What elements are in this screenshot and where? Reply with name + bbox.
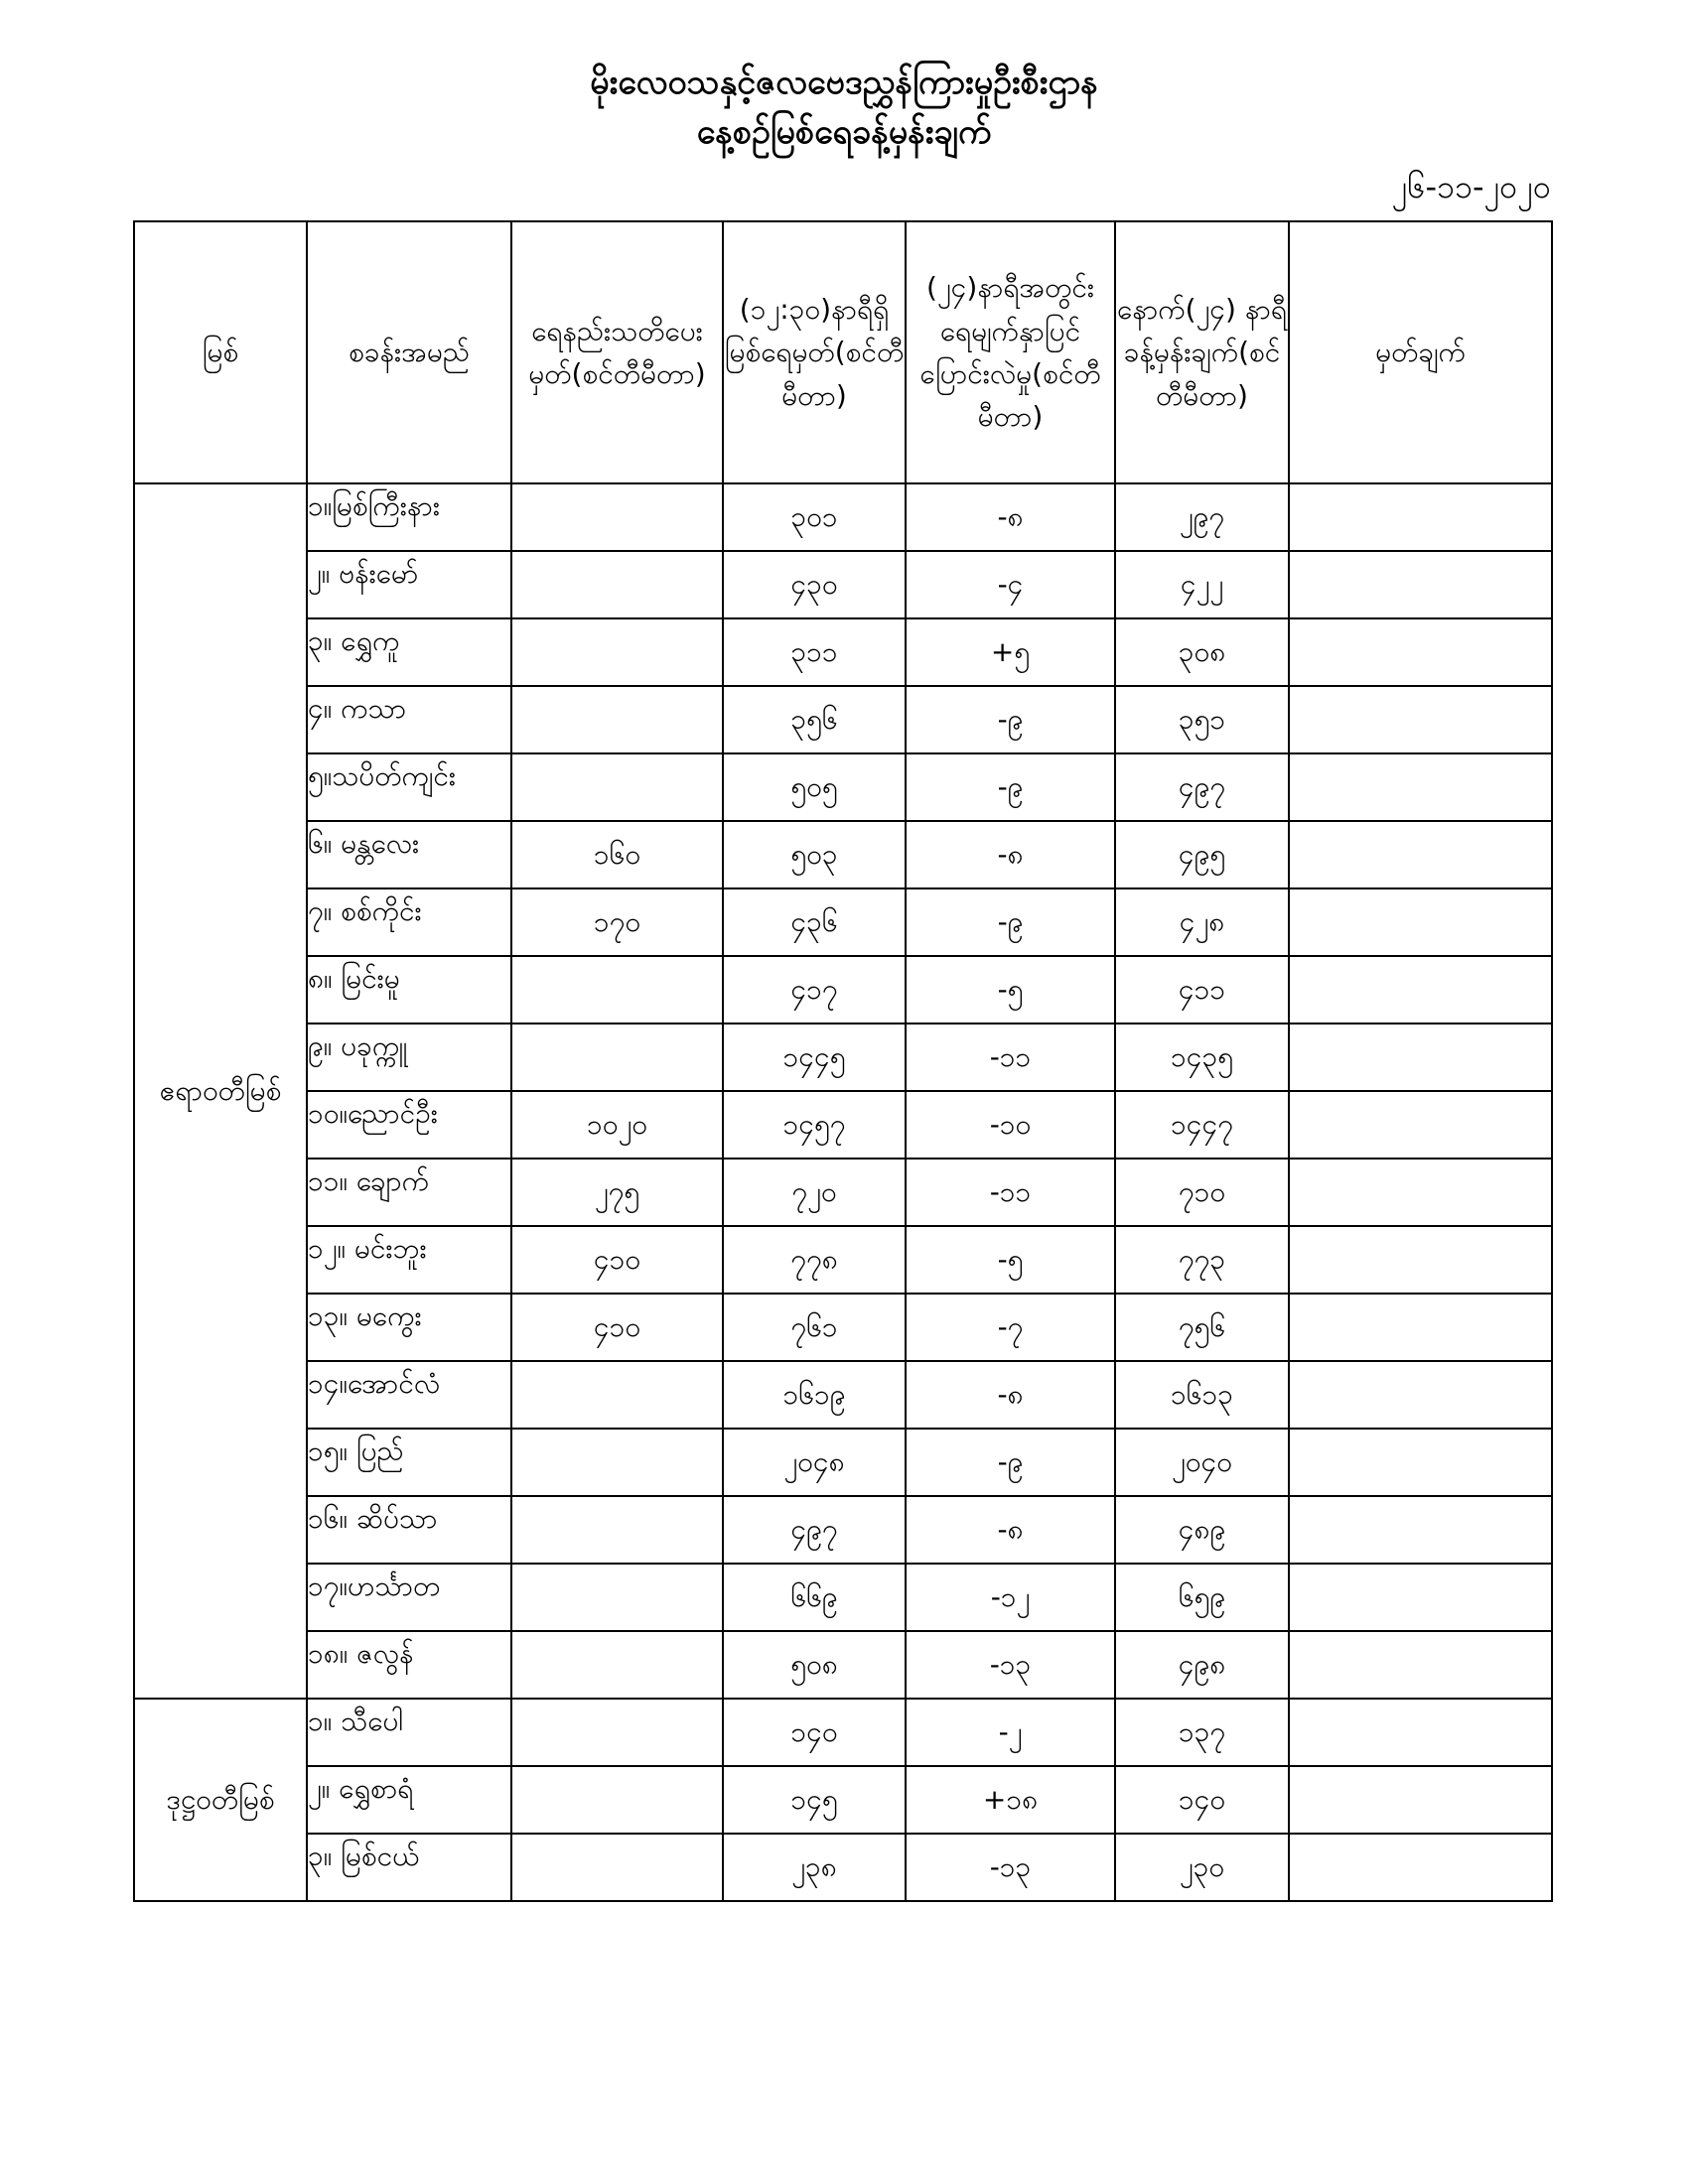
water-level-cell: ၁၄၄၅ — [723, 1024, 906, 1091]
remarks-cell — [1289, 1294, 1552, 1361]
river-name-cell: ဧရာဝတီမြစ် — [134, 483, 307, 1699]
level-change-cell: -၁၁ — [906, 1159, 1115, 1226]
header-station: စခန်းအမည် — [307, 221, 511, 483]
header-water-level: (၁၂:၃၀)နာရီရှိမြစ်ရေမှတ်(စင်တီမီတာ) — [723, 221, 906, 483]
water-level-cell: ၂၀၄၈ — [723, 1429, 906, 1496]
station-name-cell: ၂။ ရွှေစာရံ — [307, 1766, 511, 1834]
forecast-cell: ၄၉၈ — [1115, 1631, 1289, 1699]
danger-level-cell: ၂၇၅ — [511, 1159, 723, 1226]
station-name-cell: ၁၁။ ချောက် — [307, 1159, 511, 1226]
forecast-cell: ၄၈၉ — [1115, 1496, 1289, 1564]
station-name-cell: ၅။သပိတ်ကျင်း — [307, 753, 511, 821]
forecast-cell: ၄၁၁ — [1115, 956, 1289, 1024]
water-level-cell: ၅၀၃ — [723, 821, 906, 888]
level-change-cell: -၈ — [906, 483, 1115, 551]
danger-level-cell — [511, 1564, 723, 1631]
station-name-cell: ၃။ ရွှေကူ — [307, 618, 511, 686]
water-level-cell: ၇၂၀ — [723, 1159, 906, 1226]
remarks-cell — [1289, 1564, 1552, 1631]
forecast-cell: ၁၄၃၅ — [1115, 1024, 1289, 1091]
forecast-cell: ၁၄၀ — [1115, 1766, 1289, 1834]
department-title: မိုးလေဝသနှင့်ဇလဗေဒညွှန်ကြားမှုဦးစီးဌာန — [590, 63, 1098, 102]
danger-level-cell — [511, 1429, 723, 1496]
station-name-cell: ၁၈။ ဇလွန် — [307, 1631, 511, 1699]
table-row — [134, 1631, 1552, 1699]
danger-level-cell: ၁၆၀ — [511, 821, 723, 888]
table-row — [134, 1564, 1552, 1631]
water-level-cell: ၁၄၅ — [723, 1766, 906, 1834]
remarks-cell — [1289, 618, 1552, 686]
table-row — [134, 551, 1552, 618]
level-change-cell: -၁၀ — [906, 1091, 1115, 1159]
station-name-cell: ၁၀။ညောင်ဦး — [307, 1091, 511, 1159]
level-change-cell: -၇ — [906, 1294, 1115, 1361]
station-name-cell: ၁၅။ ပြည် — [307, 1429, 511, 1496]
forecast-cell: ၄၂၈ — [1115, 888, 1289, 956]
forecast-cell: ၇၁၀ — [1115, 1159, 1289, 1226]
remarks-cell — [1289, 1361, 1552, 1429]
danger-level-cell — [511, 551, 723, 618]
document-header — [0, 58, 1688, 157]
remarks-cell — [1289, 956, 1552, 1024]
water-level-cell: ၃၀၁ — [723, 483, 906, 551]
table-row — [134, 1699, 1552, 1766]
station-name-cell: ၄။ ကသာ — [307, 686, 511, 753]
remarks-cell — [1289, 1496, 1552, 1564]
danger-level-cell — [511, 1766, 723, 1834]
level-change-cell: -၉ — [906, 753, 1115, 821]
station-name-cell: ၁။ သီပေါ — [307, 1699, 511, 1766]
remarks-cell — [1289, 551, 1552, 618]
header-24h-forecast: နောက်(၂၄) နာရီခန့်မှန်းချက်(စင်တီမီတာ) — [1115, 221, 1289, 483]
station-name-cell: ၁။မြစ်ကြီးနား — [307, 483, 511, 551]
table-row — [134, 888, 1552, 956]
remarks-cell — [1289, 686, 1552, 753]
water-level-cell: ၄၁၇ — [723, 956, 906, 1024]
forecast-cell: ၂၉၇ — [1115, 483, 1289, 551]
level-change-cell: -၂ — [906, 1699, 1115, 1766]
river-name-cell: ဒုဋ္ဌဝတီမြစ် — [134, 1699, 307, 1901]
forecast-cell: ၄၂၂ — [1115, 551, 1289, 618]
danger-level-cell — [511, 1631, 723, 1699]
report-title: နေ့စဉ်မြစ်ရေခန့်မှန်းချက် — [696, 112, 992, 152]
forecast-cell: ၇၅၆ — [1115, 1294, 1289, 1361]
remarks-cell — [1289, 1024, 1552, 1091]
level-change-cell: -၉ — [906, 1429, 1115, 1496]
table-row — [134, 1226, 1552, 1294]
table-row — [134, 1766, 1552, 1834]
forecast-cell: ၆၅၉ — [1115, 1564, 1289, 1631]
station-name-cell: ၁၄။အောင်လံ — [307, 1361, 511, 1429]
level-change-cell: -၁၃ — [906, 1631, 1115, 1699]
level-change-cell: -၁၁ — [906, 1024, 1115, 1091]
forecast-cell: ၂၃၀ — [1115, 1834, 1289, 1901]
forecast-cell: ၁၄၄၇ — [1115, 1091, 1289, 1159]
forecast-cell: ၇၇၃ — [1115, 1226, 1289, 1294]
danger-level-cell: ၄၁၀ — [511, 1226, 723, 1294]
level-change-cell: -၈ — [906, 1496, 1115, 1564]
forecast-cell: ၃၀၈ — [1115, 618, 1289, 686]
table-body — [134, 483, 1552, 1901]
danger-level-cell — [511, 1834, 723, 1901]
water-level-cell: ၆၆၉ — [723, 1564, 906, 1631]
danger-level-cell — [511, 1024, 723, 1091]
table-row — [134, 1091, 1552, 1159]
station-name-cell: ၇။ စစ်ကိုင်း — [307, 888, 511, 956]
forecast-cell: ၂၀၄၀ — [1115, 1429, 1289, 1496]
remarks-cell — [1289, 1226, 1552, 1294]
danger-level-cell — [511, 686, 723, 753]
water-level-cell: ၄၉၇ — [723, 1496, 906, 1564]
water-level-cell: ၄၃၀ — [723, 551, 906, 618]
danger-level-cell — [511, 1496, 723, 1564]
station-name-cell: ၈။ မြင်းမူ — [307, 956, 511, 1024]
remarks-cell — [1289, 888, 1552, 956]
remarks-cell — [1289, 1159, 1552, 1226]
level-change-cell: -၅ — [906, 1226, 1115, 1294]
table-row — [134, 1429, 1552, 1496]
danger-level-cell: ၄၁၀ — [511, 1294, 723, 1361]
remarks-cell — [1289, 1631, 1552, 1699]
water-level-cell: ၃၅၆ — [723, 686, 906, 753]
station-name-cell: ၁၆။ ဆိပ်သာ — [307, 1496, 511, 1564]
level-change-cell: -၁၃ — [906, 1834, 1115, 1901]
danger-level-cell — [511, 753, 723, 821]
header-remarks: မှတ်ချက် — [1289, 221, 1552, 483]
station-name-cell: ၁၃။ မကွေး — [307, 1294, 511, 1361]
table-row — [134, 1159, 1552, 1226]
remarks-cell — [1289, 483, 1552, 551]
remarks-cell — [1289, 753, 1552, 821]
header-24h-change: (၂၄)နာရီအတွင်းရေမျက်နှာပြင်ပြောင်းလဲမှု(စင်တီမီတာ) — [906, 221, 1115, 483]
danger-level-cell: ၁၀၂၀ — [511, 1091, 723, 1159]
forecast-cell: ၁၃၇ — [1115, 1699, 1289, 1766]
danger-level-cell — [511, 1699, 723, 1766]
danger-level-cell — [511, 956, 723, 1024]
water-level-cell: ၁၄၀ — [723, 1699, 906, 1766]
level-change-cell: -၅ — [906, 956, 1115, 1024]
table-row — [134, 686, 1552, 753]
station-name-cell: ၉။ ပခုက္ကူ — [307, 1024, 511, 1091]
danger-level-cell — [511, 618, 723, 686]
danger-level-cell — [511, 1361, 723, 1429]
table-row — [134, 821, 1552, 888]
table-row — [134, 1834, 1552, 1901]
water-level-cell: ၇၆၁ — [723, 1294, 906, 1361]
table-row — [134, 1496, 1552, 1564]
table-row — [134, 1294, 1552, 1361]
remarks-cell — [1289, 821, 1552, 888]
danger-level-cell: ၁၇၀ — [511, 888, 723, 956]
water-level-cell: ၂၃၈ — [723, 1834, 906, 1901]
table-row — [134, 618, 1552, 686]
report-date: ၂၆-၁၁-၂၀၂၀ — [1391, 168, 1551, 205]
level-change-cell: +၅ — [906, 618, 1115, 686]
danger-level-cell — [511, 483, 723, 551]
level-change-cell: -၉ — [906, 686, 1115, 753]
forecast-cell: ၃၅၁ — [1115, 686, 1289, 753]
level-change-cell: -၄ — [906, 551, 1115, 618]
water-level-cell: ၁၄၅၇ — [723, 1091, 906, 1159]
table-row — [134, 753, 1552, 821]
forecast-cell: ၁၆၁၃ — [1115, 1361, 1289, 1429]
remarks-cell — [1289, 1429, 1552, 1496]
header-river: မြစ် — [134, 221, 307, 483]
station-name-cell: ၃။ မြစ်ငယ် — [307, 1834, 511, 1901]
water-level-cell: ၇၇၈ — [723, 1226, 906, 1294]
water-level-cell: ၁၆၁၉ — [723, 1361, 906, 1429]
station-name-cell: ၆။ မန္တလေး — [307, 821, 511, 888]
remarks-cell — [1289, 1699, 1552, 1766]
water-level-cell: ၄၃၆ — [723, 888, 906, 956]
level-change-cell: -၉ — [906, 888, 1115, 956]
remarks-cell — [1289, 1766, 1552, 1834]
river-level-table — [133, 220, 1553, 1902]
water-level-cell: ၅၀၈ — [723, 1631, 906, 1699]
remarks-cell — [1289, 1834, 1552, 1901]
header-danger-level: ရေနည်းသတိပေးမှတ်(စင်တီမီတာ) — [511, 221, 723, 483]
station-name-cell: ၁၇။ဟင်္သာတ — [307, 1564, 511, 1631]
forecast-cell: ၄၉၇ — [1115, 753, 1289, 821]
forecast-cell: ၄၉၅ — [1115, 821, 1289, 888]
water-level-cell: ၅၀၅ — [723, 753, 906, 821]
level-change-cell: -၁၂ — [906, 1564, 1115, 1631]
table-row — [134, 1361, 1552, 1429]
table-row — [134, 1024, 1552, 1091]
level-change-cell: +၁၈ — [906, 1766, 1115, 1834]
level-change-cell: -၈ — [906, 1361, 1115, 1429]
water-level-cell: ၃၁၁ — [723, 618, 906, 686]
table-row — [134, 956, 1552, 1024]
station-name-cell: ၁၂။ မင်းဘူး — [307, 1226, 511, 1294]
level-change-cell: -၈ — [906, 821, 1115, 888]
table-header-row — [134, 221, 1552, 483]
remarks-cell — [1289, 1091, 1552, 1159]
table-row — [134, 483, 1552, 551]
station-name-cell: ၂။ ဗန်းမော် — [307, 551, 511, 618]
